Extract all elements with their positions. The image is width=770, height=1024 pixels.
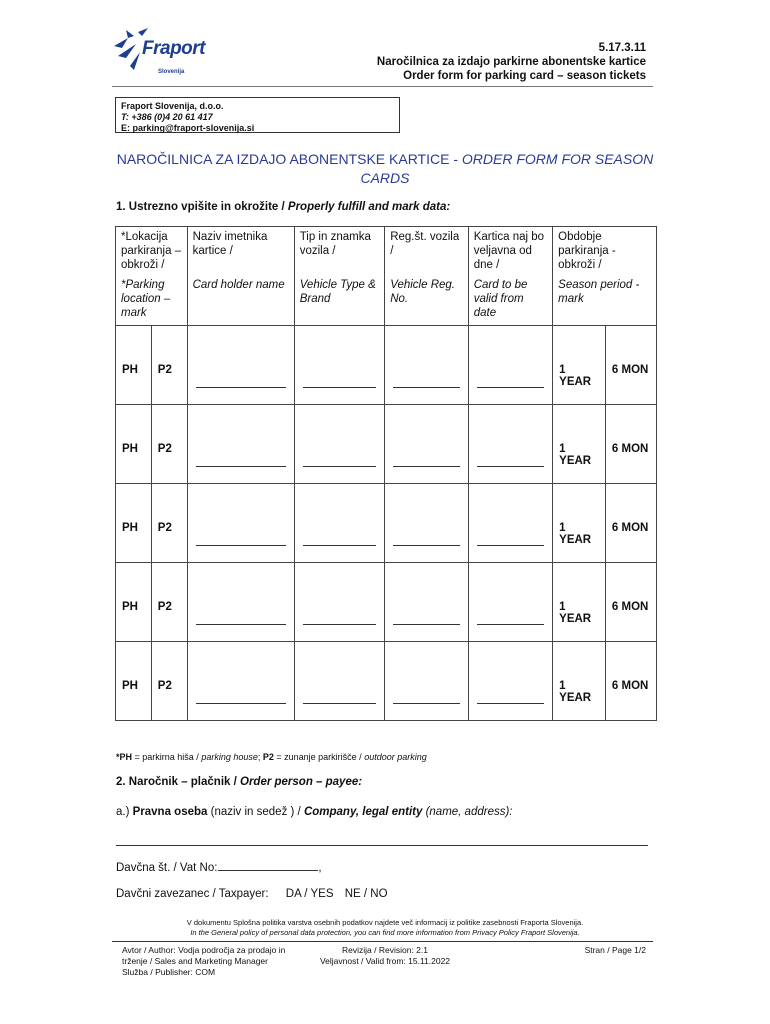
col-header-period-en: Season period - mark: [553, 275, 657, 326]
location-ph-label: PH: [122, 680, 138, 692]
section-1-heading: [116, 201, 450, 213]
footnote-ph-en: parking house: [201, 752, 258, 762]
valid-from-field[interactable]: [468, 326, 552, 405]
period-option-6-mon[interactable]: [605, 642, 656, 721]
period-1-year-label: 1 YEAR: [559, 364, 592, 388]
fill-line: [196, 545, 286, 546]
col-header-valid-from-en: Card to be valid from date: [468, 275, 552, 326]
fill-line: [303, 466, 377, 467]
company-name-address-field[interactable]: [116, 845, 648, 846]
fill-line: [196, 387, 286, 388]
taxpayer-row: [116, 888, 388, 900]
privacy-notice-sl: V dokumentu Splošna politika varstva osebnih podatkov najdete več informacij iz politike zasebnosti Fraporta Slovenija.: [186, 918, 584, 927]
location-ph-label: PH: [122, 522, 138, 534]
vehicle-reg-field[interactable]: [385, 563, 469, 642]
vat-row: [116, 860, 322, 874]
location-p2-label: P2: [157, 522, 172, 534]
fill-line: [303, 545, 377, 546]
location-option-ph[interactable]: [116, 405, 152, 484]
holder-name-field[interactable]: [187, 563, 294, 642]
taxpayer-yes-option[interactable]: DA / YES: [285, 888, 334, 900]
header-divider: [112, 86, 653, 87]
fraport-logo: [112, 26, 222, 84]
period-option-1-year[interactable]: [553, 326, 606, 405]
taxpayer-no-option[interactable]: NE / NO: [344, 888, 388, 900]
fill-line: [393, 466, 460, 467]
fill-line: [477, 624, 544, 625]
holder-name-field[interactable]: [187, 642, 294, 721]
period-option-6-mon[interactable]: [605, 326, 656, 405]
taxpayer-label: Davčni zavezanec / Taxpayer:: [116, 888, 269, 900]
period-1-year-label: 1 YEAR: [559, 601, 592, 625]
vehicle-reg-field[interactable]: [385, 642, 469, 721]
form-title-sl: NAROČILNICA ZA IZDAJO ABONENTSKE KARTICE -: [116, 151, 462, 167]
col-header-holder-en: Card holder name: [187, 275, 294, 326]
period-6-mon-label: 6 MON: [611, 522, 649, 534]
fill-line: [303, 624, 377, 625]
location-ph-label: PH: [122, 443, 138, 455]
footer-publisher-text: Služba / Publisher: COM: [122, 967, 216, 977]
period-option-1-year[interactable]: [553, 405, 606, 484]
table-row: [116, 326, 657, 405]
vehicle-reg-field[interactable]: [385, 484, 469, 563]
company-phone: T: +386 (0)4 20 61 417: [121, 112, 213, 122]
footnote-ph-text: = parkirna hiša /: [132, 752, 202, 762]
valid-from-field[interactable]: [468, 563, 552, 642]
vehicle-type-field[interactable]: [294, 405, 385, 484]
doc-title-en: Order form for parking card – season tickets: [403, 70, 646, 82]
period-6-mon-label: 6 MON: [611, 364, 649, 376]
period-1-year-label: 1 YEAR: [559, 443, 592, 467]
location-option-p2[interactable]: [151, 642, 187, 721]
fill-line: [196, 466, 286, 467]
logo-subtitle: Slovenija: [158, 69, 185, 75]
location-p2-label: P2: [157, 364, 172, 376]
col-header-vehicle-type: Tip in znamka vozila /: [294, 227, 385, 276]
fill-line: [196, 624, 286, 625]
privacy-notice: [100, 918, 670, 938]
company-name: Fraport Slovenija, d.o.o.: [121, 101, 224, 111]
col-header-period: Obdobje parkiranja - obkroži /: [553, 227, 657, 276]
fill-line: [393, 387, 460, 388]
period-1-year-label: 1 YEAR: [559, 680, 592, 704]
vat-suffix: ,: [318, 862, 322, 874]
location-ph-label: PH: [122, 601, 138, 613]
section-a-prefix: a.): [116, 806, 133, 818]
location-option-ph[interactable]: [116, 326, 152, 405]
footnote-p2-text: = zunanje parkirišče /: [273, 752, 365, 762]
vehicle-type-field[interactable]: [294, 326, 385, 405]
col-header-reg: Reg.št. vozila /: [385, 227, 469, 276]
holder-name-field[interactable]: [187, 484, 294, 563]
valid-from-field[interactable]: [468, 405, 552, 484]
period-option-1-year[interactable]: [553, 484, 606, 563]
footer-revision-text: Revizija / Revision: 2.1: [342, 945, 428, 955]
valid-from-field[interactable]: [468, 642, 552, 721]
col-header-location-en: *Parking location – mark: [116, 275, 188, 326]
form-title: [100, 150, 670, 188]
col-header-valid-from: Kartica naj bo veljavna od dne /: [468, 227, 552, 276]
section-a-en-rest: (name, address):: [422, 806, 513, 818]
period-option-1-year[interactable]: [553, 563, 606, 642]
fill-line: [477, 387, 544, 388]
footer-author: [122, 945, 292, 978]
footer-revision: [300, 945, 470, 967]
holder-name-field[interactable]: [187, 326, 294, 405]
location-option-p2[interactable]: [151, 405, 187, 484]
section-1-en: Properly fulfill and mark data:: [287, 201, 451, 213]
footer-page: Stran / Page 1/2: [584, 945, 646, 955]
location-ph-label: PH: [122, 364, 138, 376]
section-1-sl: 1. Ustrezno vpišite in okrožite /: [116, 201, 288, 213]
location-option-ph[interactable]: [116, 484, 152, 563]
company-email: E: parking@fraport-slovenija.si: [121, 123, 255, 133]
section-2-sl: 2. Naročnik – plačnik /: [116, 776, 240, 788]
privacy-notice-en: In the General policy of personal data protection, you can find more information from Privacy Policy Fraport Slovenija.: [190, 928, 580, 937]
section-a-bold-sl: Pravna oseba: [132, 806, 208, 818]
period-option-6-mon[interactable]: [605, 484, 656, 563]
fill-line: [196, 703, 286, 704]
table-row: [116, 563, 657, 642]
vehicle-reg-field[interactable]: [385, 326, 469, 405]
period-6-mon-label: 6 MON: [611, 443, 649, 455]
location-p2-label: P2: [157, 601, 172, 613]
location-option-p2[interactable]: [151, 484, 187, 563]
vat-number-field[interactable]: [218, 860, 318, 871]
holder-name-field[interactable]: [187, 405, 294, 484]
location-option-p2[interactable]: [151, 326, 187, 405]
period-6-mon-label: 6 MON: [611, 680, 649, 692]
company-address-box: [115, 97, 400, 133]
fill-line: [393, 703, 460, 704]
col-header-holder: Naziv imetnika kartice /: [187, 227, 294, 276]
col-header-vehicle-type-en: Vehicle Type & Brand: [294, 275, 385, 326]
doc-number: 5.17.3.11: [598, 42, 646, 54]
period-option-1-year[interactable]: [553, 642, 606, 721]
period-6-mon-label: 6 MON: [611, 601, 649, 613]
fill-line: [303, 387, 377, 388]
period-1-year-label: 1 YEAR: [559, 522, 592, 546]
logo-wordmark: Fraport: [142, 38, 205, 59]
header-row-sl: [116, 227, 657, 276]
footnote-ph: *PH: [116, 752, 133, 762]
vehicle-type-field[interactable]: [294, 484, 385, 563]
vehicle-type-field[interactable]: [294, 563, 385, 642]
table-row: [116, 484, 657, 563]
section-a-bold-en: Company, legal entity: [303, 806, 423, 818]
fill-line: [477, 466, 544, 467]
footnote-p2: P2: [262, 752, 274, 762]
doc-title-sl: Naročilnica za izdajo parkirne abonentske kartice: [376, 56, 646, 68]
location-option-ph[interactable]: [116, 563, 152, 642]
location-p2-label: P2: [157, 443, 172, 455]
table-row: [116, 405, 657, 484]
order-table: [115, 226, 657, 721]
valid-from-field[interactable]: [468, 484, 552, 563]
table-row: [116, 642, 657, 721]
vehicle-reg-field[interactable]: [385, 405, 469, 484]
footer-valid-text: Veljavnost / Valid from: 15.11.2022: [319, 956, 451, 966]
location-footnote: *PH = parkirna hiša / parking house; P2 = zunanje parkirišče / outdoor parking: [116, 752, 427, 762]
footer-divider: [112, 941, 653, 942]
fill-line: [477, 545, 544, 546]
period-option-6-mon[interactable]: [605, 405, 656, 484]
section-2-heading: [116, 776, 362, 788]
form-title-en: ORDER FORM FOR SEASON CARDS: [360, 151, 654, 186]
col-header-reg-en: Vehicle Reg. No.: [385, 275, 469, 326]
period-option-6-mon[interactable]: [605, 563, 656, 642]
location-p2-label: P2: [157, 680, 172, 692]
fill-line: [477, 703, 544, 704]
document-header: [377, 41, 646, 83]
section-2-en: Order person – payee:: [240, 776, 363, 788]
header-row-en: [116, 275, 657, 326]
location-option-p2[interactable]: [151, 563, 187, 642]
section-a-heading: [116, 806, 513, 818]
fill-line: [393, 545, 460, 546]
fill-line: [393, 624, 460, 625]
vehicle-type-field[interactable]: [294, 642, 385, 721]
footnote-p2-en: outdoor parking: [364, 752, 427, 762]
section-a-sl-rest: (naziv in sedež ) /: [207, 806, 304, 818]
location-option-ph[interactable]: [116, 642, 152, 721]
vat-label: Davčna št. / Vat No:: [116, 862, 218, 874]
footer-author-text: Avtor / Author: Vodja področja za prodajo in trženje / Sales and Marketing Manager: [122, 945, 286, 966]
fill-line: [303, 703, 377, 704]
col-header-location: *Lokacija parkiranja – obkroži /: [116, 227, 188, 276]
